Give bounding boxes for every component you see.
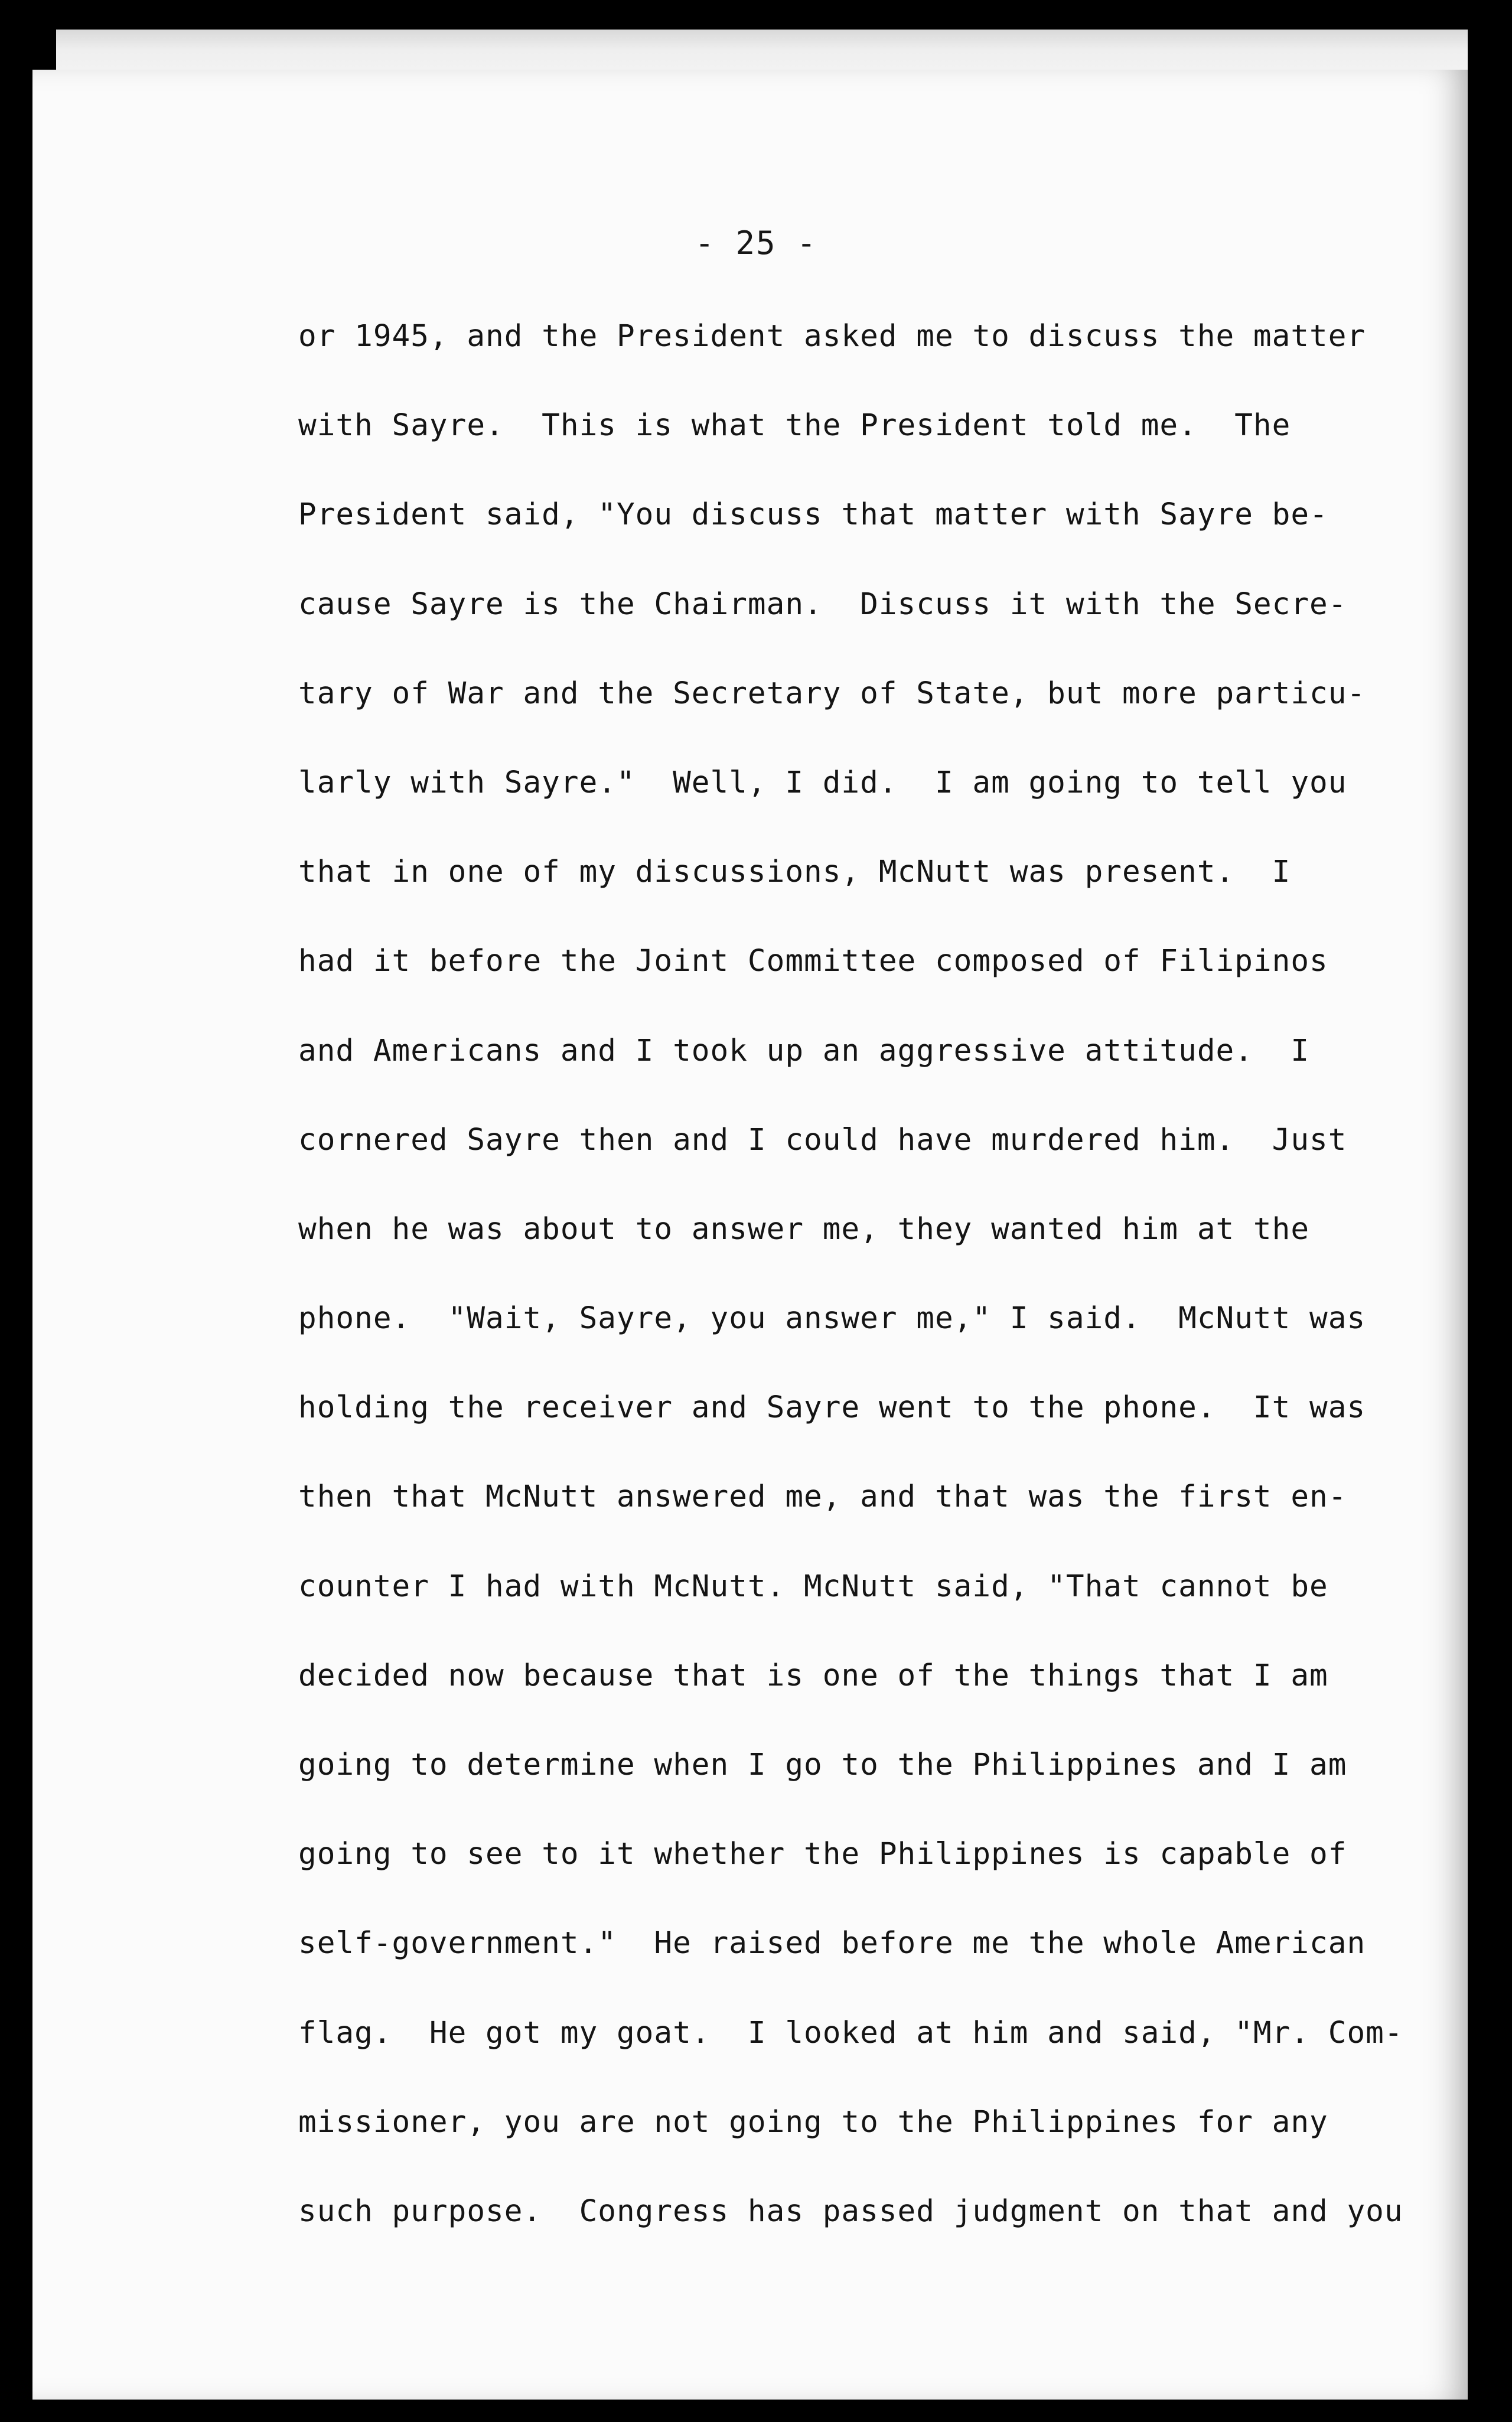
text-line: phone. "Wait, Sayre, you answer me," I said. McNutt was	[298, 1301, 1366, 1336]
text-line: that in one of my discussions, McNutt was present. I	[298, 855, 1291, 890]
text-line: and Americans and I took up an aggressive attitude. I	[298, 1033, 1310, 1068]
text-line: going to see to it whether the Philippines is capable of	[298, 1837, 1347, 1872]
text-line: decided now because that is one of the things that I am	[298, 1658, 1328, 1693]
body-text	[298, 310, 1456, 2274]
text-line: or 1945, and the President asked me to discuss the matter	[298, 319, 1366, 354]
text-line: when he was about to answer me, they wanted him at the	[298, 1211, 1310, 1247]
page-number: - 25 -	[695, 224, 817, 262]
text-line: cause Sayre is the Chairman. Discuss it with the Secre-	[298, 586, 1347, 622]
text-line: such purpose. Congress has passed judgment on that and you	[298, 2193, 1403, 2229]
text-line: holding the receiver and Sayre went to the phone. It was	[298, 1390, 1366, 1426]
text-line: missioner, you are not going to the Philippines for any	[298, 2104, 1328, 2140]
text-line: flag. He got my goat. I looked at him and said, "Mr. Com-	[298, 2015, 1403, 2051]
text-line: going to determine when I go to the Philippines and I am	[298, 1748, 1347, 1782]
text-line: then that McNutt answered me, and that was the first en-	[298, 1479, 1347, 1515]
text-line: President said, "You discuss that matter with Sayre be-	[298, 497, 1328, 533]
text-line: tary of War and the Secretary of State, but more particu-	[298, 676, 1366, 711]
text-line: had it before the Joint Committee composed of Filipinos	[298, 944, 1328, 979]
text-line: counter I had with McNutt. McNutt said, "That cannot be	[298, 1569, 1328, 1604]
text-line: with Sayre. This is what the President told me. The	[298, 408, 1291, 444]
text-line: cornered Sayre then and I could have murdered him. Just	[298, 1122, 1347, 1158]
text-line: larly with Sayre." Well, I did. I am going to tell you	[298, 765, 1347, 800]
text-line: self-government." He raised before me the whole American	[298, 1926, 1366, 1961]
